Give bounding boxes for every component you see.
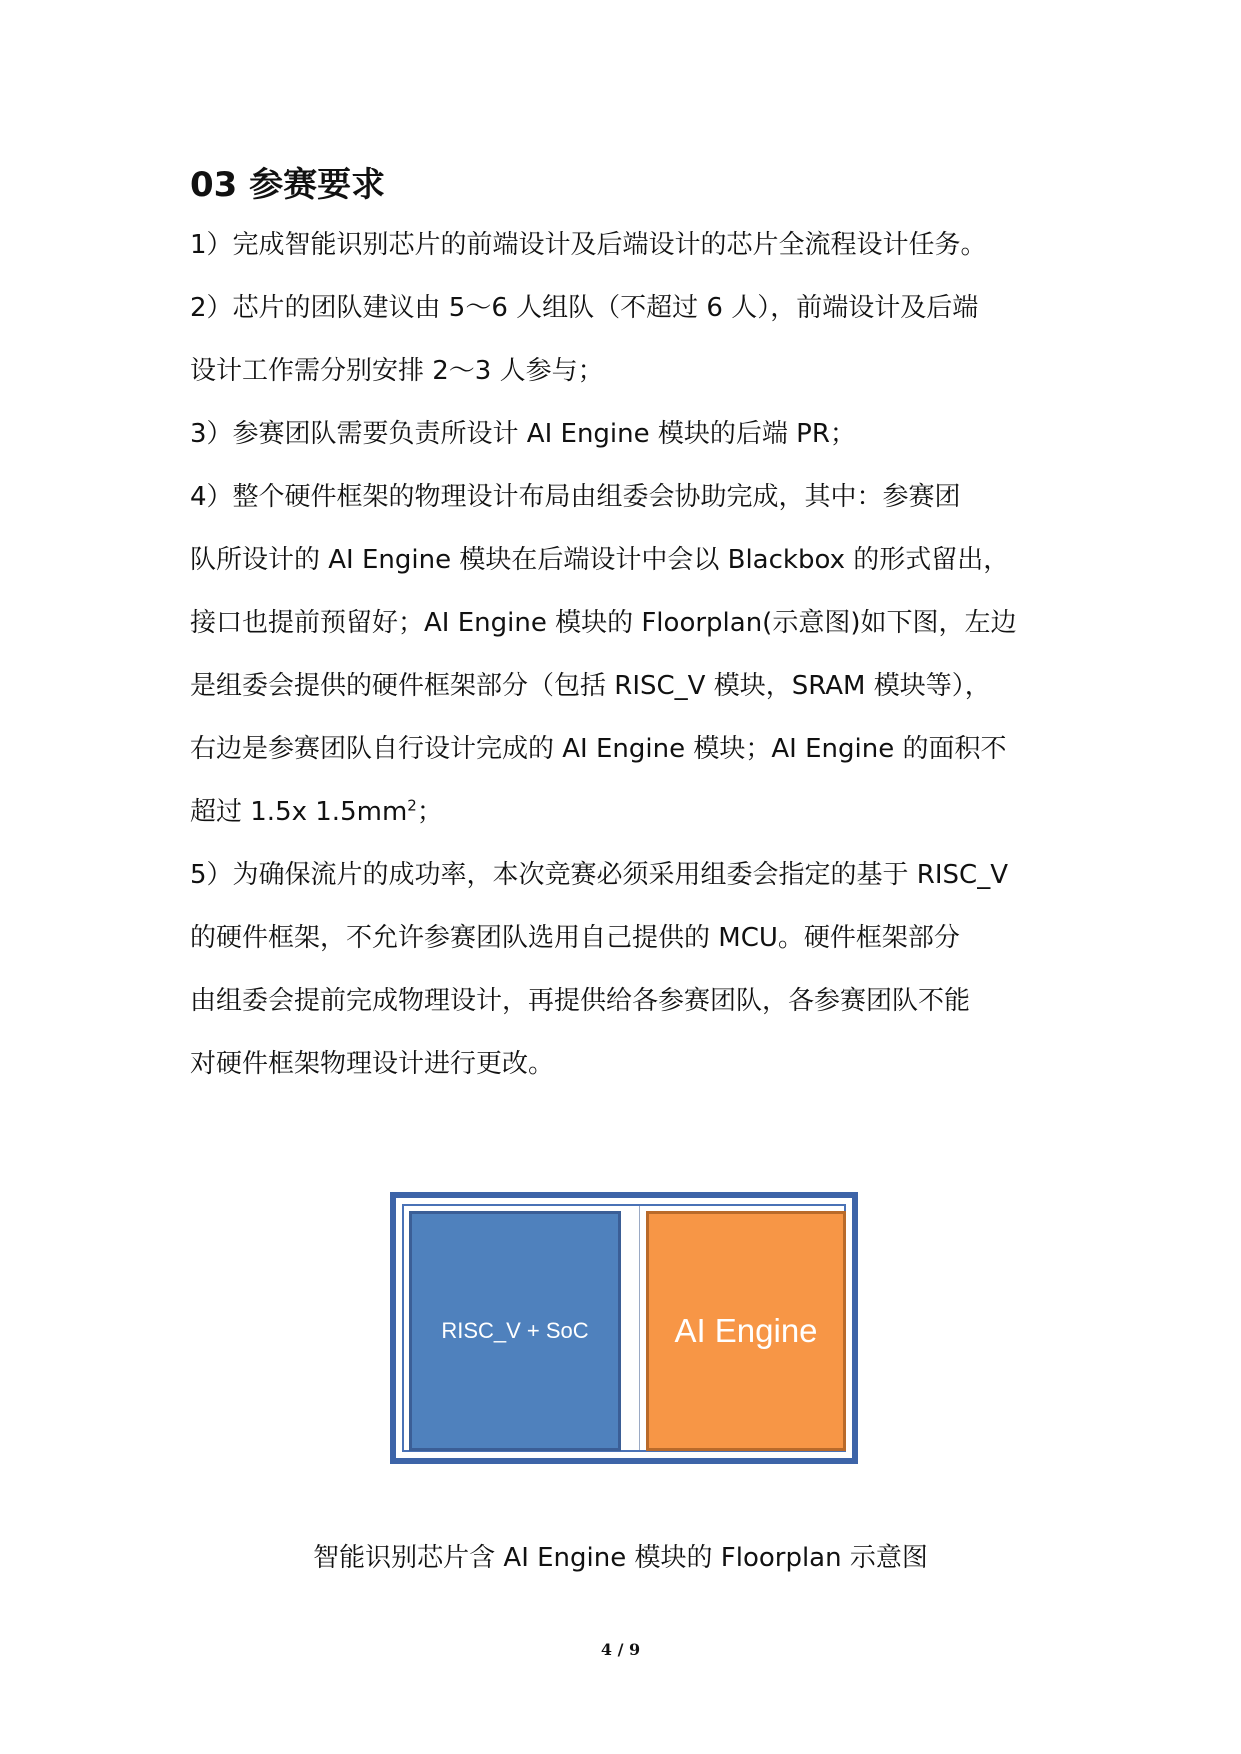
area-superscript: 2: [407, 796, 417, 815]
figure-caption: 智能识别芯片含 AI Engine 模块的 Floorplan 示意图: [313, 1543, 928, 1573]
ai-engine-block: [646, 1211, 846, 1451]
requirement-1-line: 1）完成智能识别芯片的前端设计及后端设计的芯片全流程设计任务。: [190, 230, 987, 260]
requirement-4-line-3: 接口也提前预留好；AI Engine 模块的 Floorplan(示意图)如下图，左边: [190, 608, 1017, 638]
requirement-2-line-2: 设计工作需分别安排 2～3 人参与；: [190, 356, 604, 386]
requirement-5-line-2: 的硬件框架，不允许参赛团队选用自己提供的 MCU。硬件框架部分: [190, 923, 960, 953]
risc-v-soc-label: RISC_V + SoC: [441, 1318, 589, 1343]
floorplan-diagram: [390, 1192, 858, 1464]
requirement-4-line-5: 右边是参赛团队自行设计完成的 AI Engine 模块；AI Engine 的面积不: [190, 734, 1007, 764]
requirement-3-line: 3）参赛团队需要负责所设计 AI Engine 模块的后端 PR；: [190, 419, 856, 449]
section-heading: 03 参赛要求: [190, 165, 386, 205]
area-limit-text: 超过 1.5x 1.5mm: [190, 797, 408, 827]
requirement-4-line-1: 4）整个硬件框架的物理设计布局由组委会协助完成，其中：参赛团: [190, 482, 961, 512]
requirement-5-line-4: 对硬件框架物理设计进行更改。: [190, 1049, 555, 1079]
page-number: 4 / 9: [600, 1640, 641, 1659]
risc-v-soc-block: [409, 1211, 621, 1451]
requirement-4-line-4: 是组委会提供的硬件框架部分（包括 RISC_V 模块，SRAM 模块等），: [190, 671, 991, 701]
requirement-5-line-3: 由组委会提前完成物理设计，再提供给各参赛团队，各参赛团队不能: [190, 986, 971, 1016]
ai-engine-label: AI Engine: [674, 1312, 818, 1349]
requirement-2-line-1: 2）芯片的团队建议由 5～6 人组队（不超过 6 人），前端设计及后端: [190, 293, 979, 323]
requirement-5-line-1: 5）为确保流片的成功率，本次竞赛必须采用组委会指定的基于 RISC_V: [190, 860, 1008, 890]
area-limit-suffix: ；: [416, 797, 443, 827]
requirement-4-line-2: 队所设计的 AI Engine 模块在后端设计中会以 Blackbox 的形式留出，: [190, 545, 1010, 575]
floorplan-inner-frame: [402, 1204, 846, 1452]
floorplan-divider: [639, 1206, 640, 1450]
requirement-4-line-6: [190, 792, 443, 832]
